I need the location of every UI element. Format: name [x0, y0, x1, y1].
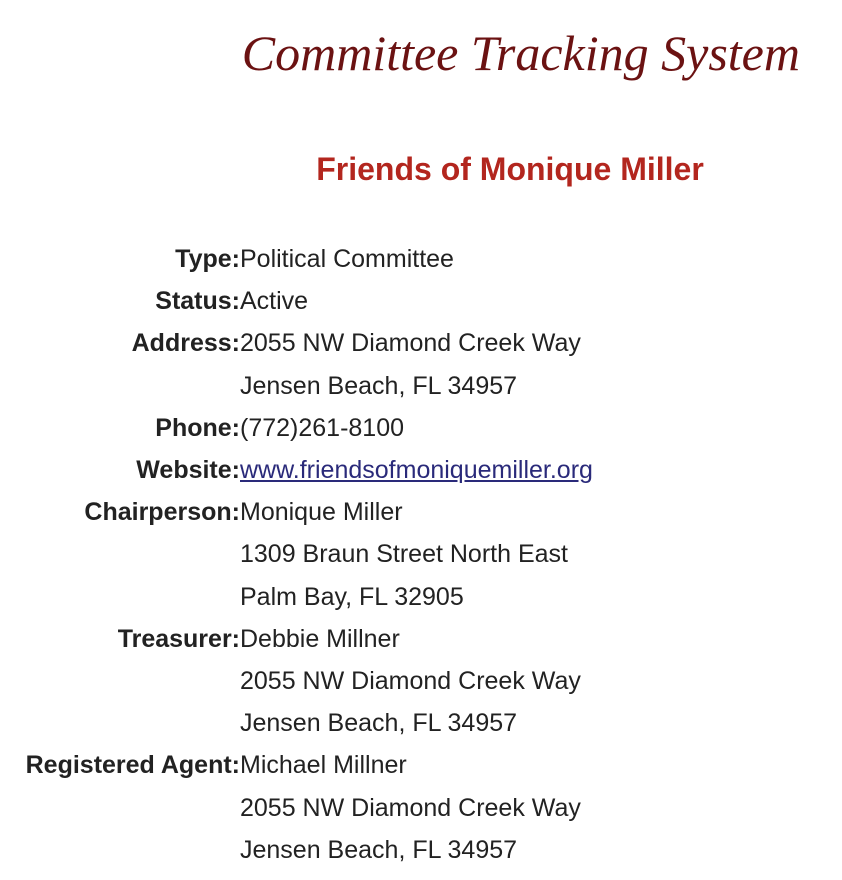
treasurer-street: 2055 NW Diamond Creek Way — [240, 667, 581, 696]
detail-row-website — [0, 449, 842, 491]
address-city-state-zip: Jensen Beach, FL 34957 — [240, 371, 518, 400]
detail-row-phone — [0, 407, 842, 449]
website-line — [240, 449, 842, 491]
status-value: Active — [240, 287, 309, 316]
address-values — [240, 322, 842, 406]
type-value: Political Committee — [240, 245, 454, 273]
treasurer-name: Debbie Millner — [240, 624, 400, 653]
committee-name: Friends of Monique Miller — [316, 151, 704, 187]
chairperson-label: Chairperson: — [84, 498, 240, 527]
address-label: Address: — [131, 329, 240, 358]
website-values — [240, 449, 842, 491]
chairperson-values — [240, 491, 842, 618]
detail-row-type — [0, 238, 842, 280]
status-values — [240, 280, 842, 322]
registered-agent-street: 2055 NW Diamond Creek Way — [240, 793, 581, 822]
status-label: Status: — [155, 287, 240, 316]
type-label: Type: — [175, 245, 240, 273]
phone-value: (772)261-8100 — [240, 413, 405, 442]
registered-agent-values — [240, 744, 842, 871]
address-street: 2055 NW Diamond Creek Way — [240, 329, 581, 358]
registered-agent-city-state-zip: Jensen Beach, FL 34957 — [240, 835, 518, 864]
website-link[interactable]: www.friendsofmoniquemiller.org — [240, 456, 593, 485]
phone-label: Phone: — [155, 413, 240, 442]
chairperson-street: 1309 Braun Street North East — [240, 540, 568, 569]
detail-row-chairperson — [0, 491, 842, 618]
phone-values — [240, 407, 842, 449]
treasurer-values — [240, 618, 842, 745]
treasurer-label: Treasurer: — [117, 624, 240, 653]
treasurer-city-state-zip: Jensen Beach, FL 34957 — [240, 709, 518, 738]
registered-agent-name: Michael Millner — [240, 751, 407, 780]
detail-row-registered-agent — [0, 744, 842, 871]
type-values — [240, 238, 842, 280]
detail-row-status — [0, 280, 842, 322]
chairperson-city-state-zip: Palm Bay, FL 32905 — [240, 582, 464, 611]
detail-row-treasurer — [0, 618, 842, 745]
app-title: Committee Tracking System — [241, 25, 800, 81]
committee-details — [0, 238, 842, 871]
detail-row-address — [0, 322, 842, 406]
chairperson-name: Monique Miller — [240, 498, 403, 527]
registered-agent-label: Registered Agent: — [25, 751, 240, 780]
website-label: Website: — [136, 456, 240, 485]
